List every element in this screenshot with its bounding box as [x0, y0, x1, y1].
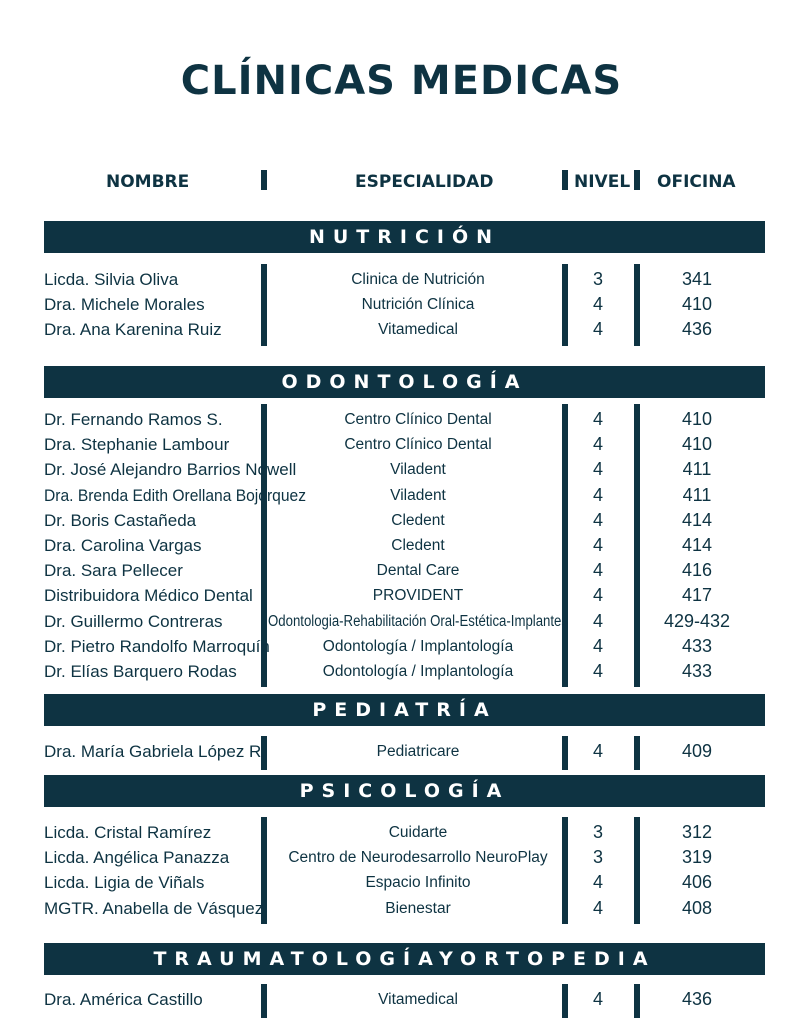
- name-cell: Dra. Michele Morales: [44, 295, 205, 315]
- specialty-cell: Viladent: [390, 486, 446, 504]
- specialty-cell: Centro Clínico Dental: [344, 436, 492, 454]
- table-row: [0, 508, 803, 533]
- specialty-cell: Pediatricare: [376, 743, 460, 760]
- name-cell: Dr. José Alejandro Barrios Nowell: [44, 460, 297, 480]
- level-cell: 4: [592, 610, 604, 631]
- table-row: [0, 432, 803, 457]
- table-row: [0, 407, 803, 432]
- specialty-cell: Vitamedical: [378, 321, 458, 339]
- section-header: NUTRICIÓN: [44, 221, 765, 253]
- table-row: [0, 659, 803, 684]
- office-cell: 429-432: [663, 610, 731, 631]
- name-cell: Dra. Stephanie Lambour: [44, 435, 230, 455]
- header-divider: [634, 170, 640, 190]
- name-cell: Dr. Guillermo Contreras: [44, 611, 223, 631]
- level-cell: 4: [592, 560, 604, 581]
- header-nombre: NOMBRE: [106, 172, 190, 192]
- office-cell: 416: [681, 560, 713, 581]
- level-cell: 4: [592, 661, 604, 681]
- level-cell: 4: [592, 459, 604, 480]
- name-cell: Licda. Cristal Ramírez: [44, 823, 212, 842]
- table-row: [0, 483, 803, 508]
- table-row: [0, 558, 803, 583]
- level-cell: 4: [592, 872, 604, 893]
- table-row: [0, 457, 803, 482]
- office-cell: 319: [681, 847, 713, 868]
- specialty-cell: Bienestar: [385, 899, 451, 917]
- section-header: ODONTOLOGÍA: [44, 366, 765, 398]
- name-cell: Licda. Silvia Oliva: [44, 270, 179, 289]
- table-row: [0, 987, 803, 1012]
- office-cell: 414: [681, 535, 713, 555]
- section-header: PSICOLOGÍA: [44, 775, 765, 807]
- header-oficina: OFICINA: [657, 172, 736, 192]
- office-cell: 410: [681, 434, 713, 455]
- level-cell: 4: [592, 535, 604, 555]
- name-cell: Dra. María Gabriela López R.: [44, 742, 267, 761]
- level-cell: 4: [592, 434, 604, 455]
- section-header: TRAUMATOLOGÍAYORTOPEDIA: [44, 943, 765, 975]
- specialty-cell: Dental Care: [376, 562, 460, 580]
- header-divider: [261, 170, 267, 190]
- name-cell: Dr. Boris Castañeda: [44, 510, 197, 530]
- name-cell: Dra. Brenda Edith Orellana Bojorquez: [44, 485, 306, 505]
- specialty-cell: Odontologia-Rehabilitación Oral-Estética-Implantes: [268, 612, 568, 630]
- office-cell: 411: [682, 484, 712, 505]
- specialty-cell: PROVIDENT: [372, 587, 464, 605]
- level-cell: 4: [592, 635, 604, 656]
- name-cell: Dr. Elías Barquero Rodas: [44, 662, 237, 681]
- office-cell: 312: [681, 822, 713, 842]
- header-divider: [562, 170, 568, 190]
- office-cell: 417: [681, 585, 713, 606]
- specialty-cell: Centro de Neurodesarrollo NeuroPlay: [288, 849, 548, 867]
- name-cell: Licda. Ligia de Viñals: [44, 873, 205, 893]
- table-row: [0, 634, 803, 659]
- level-cell: 4: [592, 989, 604, 1009]
- name-cell: Dra. Carolina Vargas: [44, 536, 202, 555]
- header-especialidad: ESPECIALIDAD: [355, 172, 494, 192]
- level-cell: 4: [592, 319, 604, 340]
- office-cell: 410: [681, 409, 713, 429]
- level-cell: 3: [592, 269, 604, 289]
- table-row: [0, 317, 803, 342]
- office-cell: 436: [681, 319, 713, 340]
- level-cell: 4: [592, 294, 604, 315]
- specialty-cell: Cledent: [391, 537, 445, 554]
- office-cell: 411: [682, 459, 712, 480]
- level-cell: 4: [592, 484, 604, 505]
- name-cell: Dr. Pietro Randolfo Marroquín: [44, 636, 270, 656]
- office-cell: 410: [681, 294, 713, 315]
- specialty-cell: Odontología / Implantología: [322, 637, 514, 655]
- page-title: CLÍNICAS MEDICAS: [180, 58, 623, 104]
- table-row: [0, 583, 803, 608]
- level-cell: 4: [592, 409, 604, 429]
- level-cell: 4: [592, 585, 604, 606]
- table-row: [0, 267, 803, 292]
- specialty-cell: Clinica de Nutrición: [351, 271, 485, 288]
- office-cell: 414: [681, 509, 713, 530]
- specialty-cell: Viladent: [390, 461, 446, 479]
- office-cell: 408: [681, 897, 713, 918]
- level-cell: 4: [592, 897, 604, 918]
- table-row: [0, 896, 803, 921]
- name-cell: Dra. América Castillo: [44, 990, 203, 1009]
- office-cell: 341: [681, 269, 713, 289]
- level-cell: 4: [592, 741, 604, 761]
- table-row: [0, 845, 803, 870]
- name-cell: Distribuidora Médico Dental: [44, 586, 253, 606]
- specialty-cell: Espacio Infinito: [365, 874, 471, 892]
- table-row: [0, 870, 803, 895]
- level-cell: 4: [592, 509, 604, 530]
- section-header: PEDIATRÍA: [44, 694, 765, 726]
- name-cell: Dra. Ana Karenina Ruiz: [44, 320, 222, 340]
- name-cell: Dra. Sara Pellecer: [44, 561, 183, 581]
- specialty-cell: Cuidarte: [388, 824, 448, 841]
- office-cell: 433: [681, 635, 713, 656]
- table-row: [0, 820, 803, 845]
- office-cell: 433: [681, 661, 713, 681]
- specialty-cell: Odontología / Implantología: [322, 663, 514, 680]
- specialty-cell: Nutrición Clínica: [361, 296, 475, 314]
- table-row: [0, 292, 803, 317]
- table-row: [0, 739, 803, 764]
- specialty-cell: Centro Clínico Dental: [344, 411, 492, 428]
- table-row: [0, 533, 803, 558]
- office-cell: 436: [681, 989, 713, 1009]
- office-cell: 409: [681, 741, 713, 761]
- level-cell: 3: [592, 822, 604, 842]
- header-nivel: NIVEL: [574, 172, 631, 192]
- name-cell: MGTR. Anabella de Vásquez: [44, 898, 264, 918]
- name-cell: Licda. Angélica Panazza: [44, 848, 230, 868]
- table-row: [0, 609, 803, 634]
- specialty-cell: Cledent: [391, 511, 445, 529]
- office-cell: 406: [681, 872, 713, 893]
- level-cell: 3: [592, 847, 604, 868]
- specialty-cell: Vitamedical: [378, 991, 458, 1008]
- name-cell: Dr. Fernando Ramos S.: [44, 410, 223, 429]
